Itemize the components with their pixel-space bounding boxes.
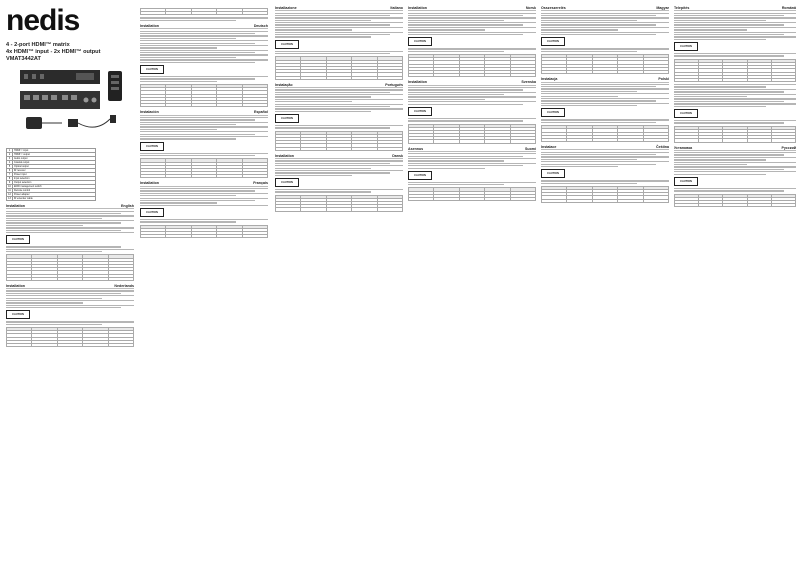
section-language: English (121, 204, 134, 208)
section-language: Magyar (656, 6, 669, 10)
column-2 (140, 6, 268, 562)
caution-label: CAUTION (275, 178, 299, 187)
section-cestina (541, 145, 669, 203)
section-svenska (408, 80, 536, 143)
section-heading: Installation (408, 6, 427, 10)
legend-label: Power adapter (13, 193, 96, 197)
product-title: 4 - 2-port HDMI™ matrix (6, 42, 70, 48)
section-language: Русский (781, 145, 796, 150)
section-heading: Installazione (275, 6, 297, 10)
section-heading: Instalação (275, 82, 293, 87)
section-suomi (408, 147, 536, 202)
edid-table (674, 194, 796, 208)
section-heading: Installation (6, 204, 25, 208)
section-heading: Instalación (140, 110, 159, 115)
section-language: Français (253, 181, 268, 186)
section-heading: Установка (674, 145, 693, 150)
product-subtitle: 4x HDMI™ input - 2x HDMI™ output (6, 49, 101, 55)
caution-label: CAUTION (674, 177, 698, 186)
section-language: Nederlands (114, 283, 134, 288)
section-magyar (541, 6, 669, 74)
edid-table (408, 54, 536, 77)
section-heading: Asennus (408, 146, 424, 151)
section-polski (541, 77, 669, 142)
legend-number: 1 (7, 149, 13, 153)
legend-number: 5 (7, 165, 13, 169)
edid-table (275, 195, 403, 212)
section-heading: Installation (140, 181, 159, 186)
caution-label: CAUTION (541, 169, 565, 178)
legend-label: Coaxial output (13, 161, 96, 165)
legend-number: 2 (7, 153, 13, 157)
legend-number: 10 (8, 185, 11, 188)
legend-row (7, 197, 96, 201)
section-portugues (275, 83, 403, 151)
caution-label: CAUTION (541, 108, 565, 117)
section-language: Română (781, 6, 796, 10)
legend-number: 9 (7, 181, 13, 185)
caution-label: CAUTION (140, 142, 164, 151)
caution-label: CAUTION (674, 42, 698, 51)
edid-table (408, 124, 536, 144)
section-heading: Instalace (541, 145, 557, 150)
caution-label: CAUTION (541, 37, 565, 46)
edid-table (674, 126, 796, 143)
caution-label: CAUTION (6, 310, 30, 319)
model-number: VMAT3442AT (6, 56, 41, 62)
section-espanol (140, 110, 268, 178)
edid-table (541, 54, 669, 74)
section-language: Polski (658, 77, 669, 82)
section-english (6, 204, 134, 281)
legend-label: Remote control (13, 189, 96, 193)
edid-table (6, 327, 134, 347)
column-5 (541, 6, 669, 562)
legend-label: Optical output (13, 165, 96, 169)
legend-label: HDMI™ input (13, 149, 96, 153)
section-russkiy (674, 146, 796, 208)
section-language: Čeština (656, 145, 669, 150)
caution-label: CAUTION (408, 37, 432, 46)
caution-label: CAUTION (408, 171, 432, 180)
legend-number: 3 (7, 157, 13, 161)
section-language: Svenska (521, 80, 536, 85)
device-illustration (6, 67, 134, 139)
brand-logo: nedis (6, 6, 80, 37)
legend-label: Audio output (13, 157, 96, 161)
edid-table (408, 187, 536, 201)
section-dansk (275, 154, 403, 212)
section-language: Deutsch (253, 24, 268, 29)
legend-label: IR receiver (13, 169, 96, 173)
column-4 (408, 6, 536, 562)
section-language: Español (254, 110, 268, 115)
legend-label: EDID management switch (13, 185, 96, 189)
section-deutsch (140, 24, 268, 107)
column-6 (674, 6, 796, 562)
section-nederlands (6, 284, 134, 347)
edid-table (541, 125, 669, 142)
section-language: Norsk (525, 6, 536, 10)
caution-label: CAUTION (275, 40, 299, 49)
section-language: Dansk (392, 153, 403, 158)
edid-table (140, 225, 268, 239)
edid-table (140, 84, 268, 107)
edid-table (140, 8, 268, 15)
legend-label: IR extender cable (13, 197, 96, 201)
section-language: Suomi (525, 146, 536, 151)
section-heading: Installation (6, 283, 25, 288)
caution-label: CAUTION (140, 65, 164, 74)
section-heading: Instalacja (541, 77, 558, 82)
edid-table (6, 254, 134, 281)
component-legend (6, 148, 96, 201)
section-heading: Összeszerelés (541, 6, 566, 10)
edid-table (275, 56, 403, 79)
column-1 (6, 6, 134, 562)
legend-number: 6 (7, 169, 13, 173)
section-romana (674, 6, 796, 143)
section-norsk (408, 6, 536, 77)
section-language: Português (385, 82, 403, 87)
column-3 (275, 6, 403, 562)
section-heading: Telepítés (674, 6, 690, 10)
legend-number: 13 (8, 197, 11, 200)
edid-table (541, 186, 669, 203)
edid-table (140, 158, 268, 178)
caution-label: CAUTION (674, 109, 698, 118)
legend-label: Output selection (13, 181, 96, 185)
legend-label: Input selection (13, 177, 96, 181)
caution-label: CAUTION (6, 235, 30, 244)
caution-label: CAUTION (275, 114, 299, 123)
legend-number: 12 (8, 193, 11, 196)
legend-number: 8 (7, 177, 13, 181)
section-heading: Installation (275, 153, 294, 158)
edid-table (275, 131, 403, 151)
section-italiano (275, 6, 403, 80)
legend-number: 4 (7, 161, 13, 165)
legend-number: 11 (8, 189, 11, 192)
section-heading: Installation (408, 80, 427, 85)
caution-label: CAUTION (140, 208, 164, 217)
caution-label: CAUTION (408, 107, 432, 116)
section-heading: Installation (140, 24, 159, 29)
legend-label: Power input (13, 173, 96, 177)
edid-table (674, 59, 796, 82)
legend-label: HDMI™ output (13, 153, 96, 157)
section-francais (140, 181, 268, 238)
section-language: Italiano (390, 6, 403, 10)
legend-number: 7 (7, 173, 13, 177)
